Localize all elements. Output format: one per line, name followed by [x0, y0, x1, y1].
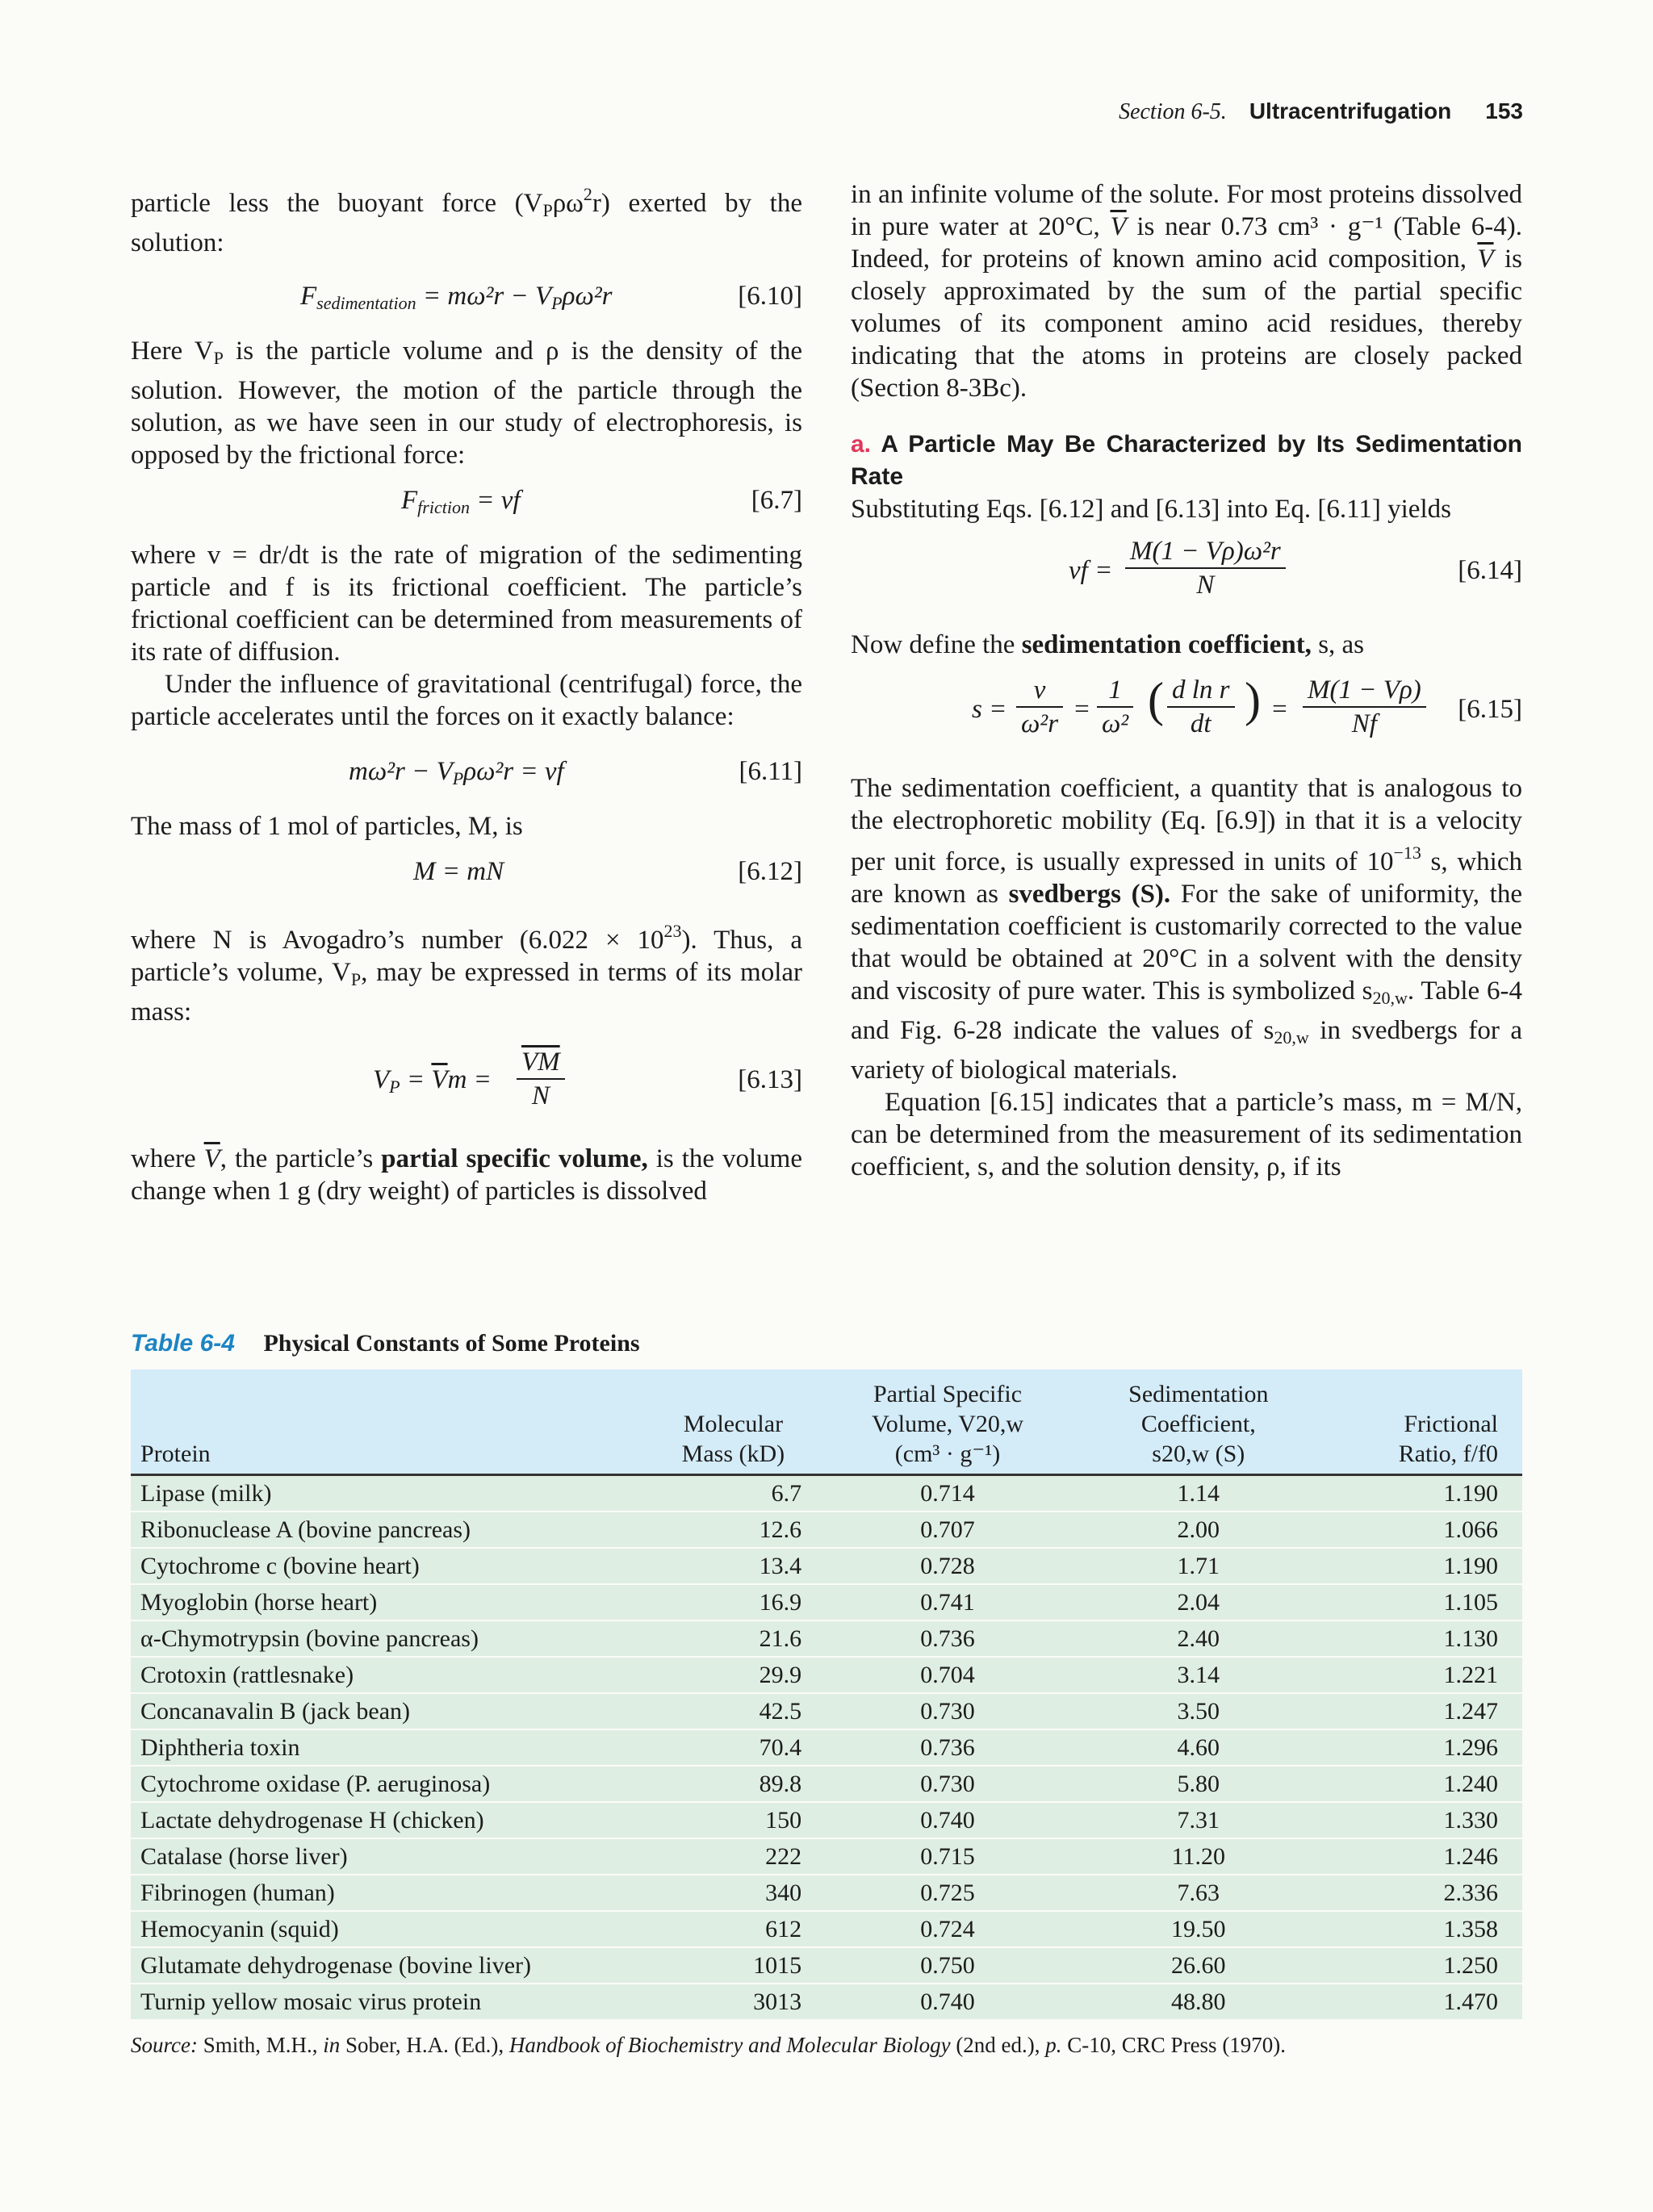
table-cell: 0.740 — [821, 1984, 1074, 2020]
table-cell: 7.31 — [1074, 1802, 1323, 1838]
table-cell: 0.704 — [821, 1657, 1074, 1693]
equation-number: [6.15] — [1458, 695, 1522, 724]
table-cell: 16.9 — [655, 1584, 821, 1620]
table-cell: Glutamate dehydrogenase (bovine liver) — [131, 1947, 655, 1984]
table-source: Source: Smith, M.H., in Sober, H.A. (Ed.), Handbook of Biochemistry and Molecular Biology (2nd ed.), p. C-10, CRC Press (1970). — [131, 2033, 1287, 2057]
table-cell: 2.40 — [1074, 1620, 1323, 1657]
table-cell: 0.750 — [821, 1947, 1074, 1984]
table-cell: α-Chymotrypsin (bovine pancreas) — [131, 1620, 655, 1657]
equation-6-12: M = mN [6.12] — [413, 857, 802, 886]
table-cell: 48.80 — [1074, 1984, 1323, 2020]
table-cell: Concanavalin B (jack bean) — [131, 1693, 655, 1729]
table-cell: 340 — [655, 1875, 821, 1911]
equation-6-11: $m\omega^2r - V_P\rho\omega^2r$ = vf [6.11] — [349, 757, 802, 788]
table-row — [131, 1693, 1522, 1729]
header-mass: Molecular Mass (kD) — [655, 1369, 821, 1475]
table-cell: 12.6 — [655, 1512, 821, 1548]
table-cell: 0.730 — [821, 1693, 1074, 1729]
table-cell: 3.14 — [1074, 1657, 1323, 1693]
table-caption — [131, 1330, 640, 1357]
table-cell: Catalase (horse liver) — [131, 1838, 655, 1875]
equation-number: [6.12] — [738, 857, 802, 886]
table-row — [131, 1620, 1522, 1657]
paragraph: Here $V_P$ is the particle volume and ρ is the density of the solution. However, the motion of the particle through the solution, as we have seen in our study of electrophoresis, is opposed by the frictional force: — [131, 337, 802, 470]
table-cell: Fibrinogen (human) — [131, 1875, 655, 1911]
paragraph: Equation [6.15] indicates that a particle’s mass, m = M/N, can be determined from the measurement of its sedimentation coefficient, s, and the solution density, ρ, if its — [851, 1088, 1522, 1181]
table-cell: 1.105 — [1323, 1584, 1522, 1620]
table-cell: 0.730 — [821, 1766, 1074, 1802]
table-cell: 29.9 — [655, 1657, 821, 1693]
table-row — [131, 1512, 1522, 1548]
table-cell: 1.358 — [1323, 1911, 1522, 1947]
section-number: Section 6-5. — [1119, 99, 1227, 124]
table-cell: 1.14 — [1074, 1475, 1323, 1512]
table-row — [131, 1766, 1522, 1802]
table-cell: 70.4 — [655, 1729, 821, 1766]
table-cell: 1.221 — [1323, 1657, 1522, 1693]
paragraph: where $\overline{V}$, the particle’s partial specific volume, is the volume change when 1 g (dry weight) of particles is dissolved — [131, 1144, 802, 1206]
table-cell: Lipase (milk) — [131, 1475, 655, 1512]
table-cell: 0.740 — [821, 1802, 1074, 1838]
table-cell: 1.190 — [1323, 1475, 1522, 1512]
table-row — [131, 1584, 1522, 1620]
table-row — [131, 1875, 1522, 1911]
section-title: Ultracentrifugation — [1249, 98, 1452, 123]
table-cell: Myoglobin (horse heart) — [131, 1584, 655, 1620]
table-cell: 612 — [655, 1911, 821, 1947]
paragraph: in an infinite volume of the solute. For most proteins dissolved in pure water at 20°C, $\overline{V}$ is near 0.73 cm³ · g⁻¹ (Table 6-4). Indeed, for proteins of known amino acid composition, $\overline{V}$ is closely approximated by the sum of the partial specific volumes of its component amino acid residues, thereby indicating that the atoms in proteins are closely packed (Section 8-3Bc). — [851, 180, 1522, 403]
equation-number: [6.7] — [751, 486, 802, 515]
table-cell: 0.736 — [821, 1620, 1074, 1657]
table-row — [131, 1984, 1522, 2020]
protein-constants-table — [131, 1369, 1522, 2021]
table-cell: Ribonuclease A (bovine pancreas) — [131, 1512, 655, 1548]
table-cell: 7.63 — [1074, 1875, 1323, 1911]
table-cell: Cytochrome oxidase (P. aeruginosa) — [131, 1766, 655, 1802]
table-cell: 1.296 — [1323, 1729, 1522, 1766]
paragraph: where v = dr/dt is the rate of migration of the sedimenting particle and f is its frictional coefficient. The particle’s frictional coefficient can be determined from measurements of its rate of diffusion. — [131, 541, 802, 667]
table-title: Physical Constants of Some Proteins — [263, 1330, 640, 1357]
paragraph: Substituting Eqs. [6.12] and [6.13] into Eq. [6.11] yields — [851, 495, 1451, 524]
table-cell: Cytochrome c (bovine heart) — [131, 1548, 655, 1584]
equation-6-14: vf = $\frac{\text{M(1 − Vρ)ω²r}}{N}$ [6.14] — [1069, 537, 1522, 600]
table-cell: 11.20 — [1074, 1838, 1323, 1875]
table-label: Table 6-4 — [131, 1330, 235, 1357]
table-cell: 19.50 — [1074, 1911, 1323, 1947]
table-cell: 1.130 — [1323, 1620, 1522, 1657]
paragraph: particle less the buoyant force $(V_P\rho\omega^2r)$ exerted by the solution: — [131, 184, 802, 257]
header-protein: Protein — [131, 1369, 655, 1475]
table-cell: 2.00 — [1074, 1512, 1323, 1548]
equation-6-10: $F_{sedimentation} = m\omega^2r - V_P\rho\omega^2r$ [6.10] — [300, 282, 802, 313]
table-cell: 0.707 — [821, 1512, 1074, 1548]
table-cell: 2.336 — [1323, 1875, 1522, 1911]
paragraph: Now define the sedimentation coefficient, s, as — [851, 630, 1365, 659]
table-cell: 1.330 — [1323, 1802, 1522, 1838]
table-cell: 21.6 — [655, 1620, 821, 1657]
equation-6-15: s = $\frac{v}{\text{ω²r}}$ = $\frac{1}{\text{ω²}}$ ( $\frac{\text{d ln r}}{dt}$ ) = $\frac{M(1 - V\rho)}{Nf}$ [6.15] — [972, 673, 1522, 738]
table-cell: 0.715 — [821, 1838, 1074, 1875]
table-row — [131, 1947, 1522, 1984]
header-psv: Partial Specific Volume, V20,w (cm³ · g⁻¹) — [821, 1369, 1074, 1475]
table-cell: 222 — [655, 1838, 821, 1875]
table-cell: 1.71 — [1074, 1548, 1323, 1584]
paragraph: Under the influence of gravitational (centrifugal) force, the particle accelerates until the forces on it exactly balance: — [131, 670, 802, 731]
table-cell: 0.725 — [821, 1875, 1074, 1911]
page-number: 153 — [1485, 98, 1523, 123]
table-cell: 1.250 — [1323, 1947, 1522, 1984]
right-column — [851, 178, 1522, 1183]
table-cell: 0.741 — [821, 1584, 1074, 1620]
equation-6-13: $V_P = \overline{V}m$ = $\frac{\overline{VM}}{N}$ [6.13] — [373, 1047, 802, 1110]
equation-6-7: $F_{friction}$ = vf [6.7] — [401, 486, 802, 517]
table-cell: 5.80 — [1074, 1766, 1323, 1802]
table-cell: 1.247 — [1323, 1693, 1522, 1729]
table-cell: Lactate dehydrogenase H (chicken) — [131, 1802, 655, 1838]
table-row — [131, 1548, 1522, 1584]
table-header-row — [131, 1369, 1522, 1475]
table-cell: 89.8 — [655, 1766, 821, 1802]
paragraph: The sedimentation coefficient, a quantity that is analogous to the electrophoretic mobility (Eq. [6.9]) in that it is a velocity per unit force, is usually expressed in units of $10^{-13}$ s, which are known as svedbergs (S). For the sake of uniformity, the sedimentation coefficient is customarily corrected to the value that would be obtained at 20°C in a solvent with the density and viscosity of pure water. This is symbolized $s_{20,w}$. Table 6-4 and Fig. 6-28 indicate the values of $s_{20,w}$ in svedbergs for a variety of biological materials. — [851, 774, 1522, 1085]
equation-number: [6.14] — [1458, 556, 1522, 585]
section-heading: a. A Particle May Be Characterized by Its Sedimentation Rate — [851, 431, 1522, 490]
table-row — [131, 1475, 1522, 1512]
running-header — [1119, 98, 1523, 125]
table-row — [131, 1911, 1522, 1947]
table-cell: Turnip yellow mosaic virus protein — [131, 1984, 655, 2020]
table-cell: 1.190 — [1323, 1548, 1522, 1584]
paragraph: where N is Avogadro’s number $(6.022 \times 10^{23})$. Thus, a particle’s volume, $V_P$, may be expressed in terms of its molar mass: — [131, 921, 802, 1027]
table-cell: 1.246 — [1323, 1838, 1522, 1875]
table-cell: 0.714 — [821, 1475, 1074, 1512]
table-row — [131, 1802, 1522, 1838]
table-cell: 6.7 — [655, 1475, 821, 1512]
table-cell: 1.066 — [1323, 1512, 1522, 1548]
table-row — [131, 1838, 1522, 1875]
equation-number: [6.10] — [738, 282, 802, 311]
table-cell: 26.60 — [1074, 1947, 1323, 1984]
paragraph: The mass of 1 mol of particles, M, is — [131, 812, 523, 841]
table-cell: 1.240 — [1323, 1766, 1522, 1802]
table-cell: 2.04 — [1074, 1584, 1323, 1620]
table-cell: 3.50 — [1074, 1693, 1323, 1729]
table-cell: 0.724 — [821, 1911, 1074, 1947]
table-cell: 42.5 — [655, 1693, 821, 1729]
table-cell: 150 — [655, 1802, 821, 1838]
equation-number: [6.13] — [738, 1065, 802, 1094]
table-cell: Hemocyanin (squid) — [131, 1911, 655, 1947]
header-frictional: Frictional Ratio, f/f0 — [1323, 1369, 1522, 1475]
table-cell: 4.60 — [1074, 1729, 1323, 1766]
table-row — [131, 1657, 1522, 1693]
equation-number: [6.11] — [739, 757, 802, 786]
table-cell: 1.470 — [1323, 1984, 1522, 2020]
table-cell: 1015 — [655, 1947, 821, 1984]
left-column — [131, 178, 802, 1207]
table-cell: 13.4 — [655, 1548, 821, 1584]
table-cell: 3013 — [655, 1984, 821, 2020]
header-sedimentation: Sedimentation Coefficient, s20,w (S) — [1074, 1369, 1323, 1475]
table-row — [131, 1729, 1522, 1766]
table-cell: 0.728 — [821, 1548, 1074, 1584]
table-cell: Diphtheria toxin — [131, 1729, 655, 1766]
table-cell: 0.736 — [821, 1729, 1074, 1766]
table-cell: Crotoxin (rattlesnake) — [131, 1657, 655, 1693]
